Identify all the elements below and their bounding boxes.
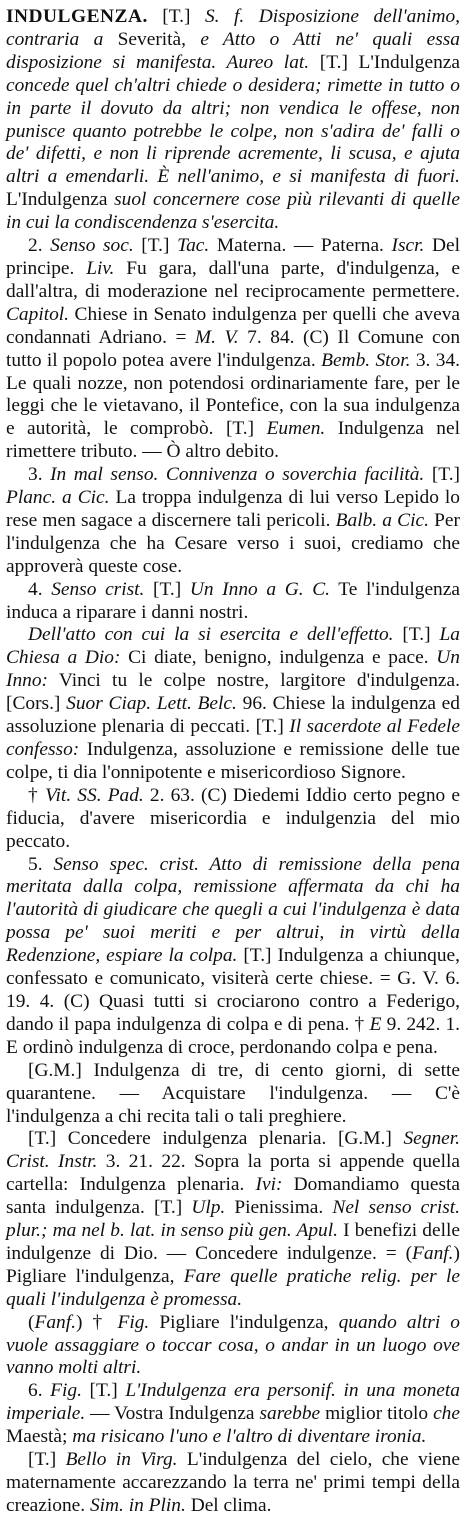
italic-run: concede quel ch'altri chiede o desidera; rimette in tutto o in parte il dovuto da altri; non vendica le offese, non punisce quanto potrebbe le colpe, non s'adira de' falli o de' difetti, e non li riprende acremente, li scusa, e ajuta altri a emendarli. È nell'animo, e si manifesta di fuori.	[6, 74, 460, 188]
text-run: Indulgenza, assoluzione e remissione delle tue colpe, ti dia l'onnipotente e misericordioso Signore.	[6, 739, 460, 783]
text-run: 2. 63. (C) Diedemi Iddio certo pegno e fiducia, d'avere misericordia e indulgenzia del mio peccato.	[6, 784, 461, 852]
text-run: ) Pigliare l'indulgenza,	[6, 1242, 460, 1287]
text-run: Domandiamo questa santa indulgenza. [T.]	[6, 1174, 460, 1219]
text-run: Pienissima.	[225, 1197, 333, 1219]
italic-run: Vit. SS. Pad.	[45, 784, 144, 806]
entry-sense-paragraph	[6, 235, 460, 464]
entry-sense-paragraph	[6, 1312, 460, 1381]
entry-sense-paragraph	[6, 1449, 460, 1518]
text-run: [T.] L'Indulgenza	[309, 51, 460, 73]
text-run: Fu gara, dall'una parte, d'indulgenza, e dall'altra, di moderazione nel reciprocamente permettere.	[6, 257, 460, 302]
text-run: Ci diate, benigno, indulgenza e pace.	[120, 647, 437, 669]
text-run: Maestà;	[6, 1426, 73, 1448]
text-run: miglior titolo	[320, 1403, 434, 1425]
text-run: [T.]	[81, 1380, 126, 1402]
italic-run: La Chiesa a Dio:	[6, 624, 460, 669]
text-run: Pigliare l'indulgenza,	[149, 1311, 339, 1333]
text-run: L'indulgenza del cielo, che viene maternamente accarezzando la terra ne' primi tempi della creazione.	[6, 1449, 460, 1516]
italic-run: Eumen.	[266, 418, 326, 440]
italic-run: L'Indulgenza era personif. in una moneta imperiale.	[6, 1380, 460, 1425]
italic-run: Ulp.	[191, 1197, 226, 1219]
text-run: 96. Chiese la indulgenza ed assoluzione plenaria di peccati. [T.]	[6, 693, 460, 738]
text-run: Severità,	[117, 28, 201, 50]
entry-sense-paragraph	[6, 1128, 460, 1311]
entry-sense-paragraph	[6, 854, 460, 1060]
italic-run: Senso soc.	[50, 235, 134, 257]
text-run: Chiese in Senato indulgenza per quelli che aveva condannati Adriano. =	[6, 303, 460, 348]
italic-run: In mal senso. Connivenza o soverchia facilità.	[50, 464, 425, 486]
text-run: †	[28, 784, 46, 806]
text-run: Del principe.	[6, 235, 460, 279]
text-run: [T.]	[393, 624, 440, 646]
text-run: L'Indulgenza	[6, 189, 115, 211]
text-run: 3. 34. Le quali nozze, non potendosi ordinariamente fare, per le leggi che le vietavano, il Pontefice, con la sua indulgenza e autorità, le comprobò. [T.]	[6, 349, 460, 440]
italic-run: Senso crist.	[51, 578, 145, 600]
italic-run: Senso spec. crist. Atto di remissione della pena meritata dalla colpa, remissione affermata da chi ha l'autorità di giudicare che quegli a cui l'indulgenza è data possa pe' suoi meriti e per altrui, in virtù della Redenzione, espiare la colpa.	[6, 853, 460, 967]
text-run: [T.]	[424, 464, 460, 486]
italic-run: Iscr.	[391, 235, 425, 257]
italic-run: Capitol.	[6, 303, 70, 325]
text-run: Per l'indulgenza che ha Cesare verso i suoi, crediamo che approverà queste cose.	[6, 509, 460, 577]
italic-run: E	[369, 1013, 382, 1035]
italic-run: Fare quelle pratiche relig. per le quali l'indulgenza è promessa.	[6, 1265, 460, 1310]
headword: INDULGENZA.	[6, 6, 148, 27]
italic-run: Il sacerdote al Fedele confesso:	[6, 716, 460, 760]
italic-run: Fig.	[50, 1380, 82, 1402]
italic-run: Bemb. Stor.	[321, 349, 411, 371]
italic-run: Tac.	[177, 235, 210, 257]
text-run: [T.]	[144, 578, 190, 600]
italic-run: Ivi:	[255, 1174, 283, 1196]
text-run: Te l'indulgenza induca a riparare i danni nostri.	[6, 578, 460, 623]
text-run: Indulgenza nel rimettere tributo. — Ò altro debito.	[6, 418, 460, 463]
entry-sense-paragraph	[6, 1380, 460, 1449]
italic-run: S. f. Disposizione dell'animo, contraria a	[6, 6, 460, 50]
text-run: La troppa indulgenza di lui verso Lepido lo rese men sagace a discernere tali pericoli.	[6, 487, 460, 531]
italic-run: Fanf.	[34, 1311, 76, 1333]
text-run: Vinci tu le colpe nostre, largitore d'indulgenza. [Cors.]	[6, 670, 460, 715]
text-run: [T.] Concedere indulgenza plenaria. [G.M.]	[28, 1128, 404, 1150]
italic-run: e Atto o Atti ne' quali essa disposizione si manifesta. Aureo lat.	[6, 28, 460, 73]
text-run: Materna. — Paterna.	[209, 235, 392, 257]
text-run: ) †	[75, 1311, 118, 1333]
italic-run: sarebbe	[259, 1403, 321, 1425]
italic-run: Dell'atto con cui la si esercita e dell'effetto.	[28, 624, 394, 646]
text-run: 6.	[28, 1380, 51, 1402]
text-run: 9. 242. 1. E ordinò indulgenza di croce, perdonando colpa e pena.	[6, 1013, 460, 1058]
text-run: [T.]	[133, 235, 178, 257]
italic-run: Planc. a Cic.	[6, 487, 110, 509]
entry-sense-paragraph	[6, 464, 460, 579]
italic-run: Sim. in Plin.	[89, 1494, 186, 1516]
text-run: 2.	[28, 235, 51, 257]
italic-run: che	[433, 1403, 460, 1425]
italic-run: Segner. Crist. Instr.	[6, 1128, 460, 1173]
italic-run: Nel senso crist. plur.; ma nel b. lat. in senso più gen. Apul.	[6, 1197, 460, 1242]
text-run: I benefizi delle indulgenze di Dio. — Concedere indulgenze. = (	[6, 1220, 460, 1264]
italic-run: M. V.	[194, 326, 239, 348]
text-run: — Vostra Indulgenza	[85, 1403, 260, 1425]
italic-run: Un Inno a G. C.	[189, 578, 330, 600]
text-run: 3. 21. 22. Sopra la porta si appende quella cartella: Indulgenza plenaria.	[6, 1151, 461, 1196]
italic-run: Fanf.	[412, 1242, 454, 1264]
text-run: 5.	[28, 853, 54, 875]
entry-sense-paragraph	[6, 1060, 460, 1129]
text-run: [G.M.] Indulgenza di tre, di cento giorni, di sette quarantene. — Acquistare l'indulgenza. — C'è l'indulgenza a chi recita tali o tali preghiere.	[6, 1059, 460, 1127]
text-run: Del clima.	[185, 1494, 272, 1516]
entry-sense-paragraph	[6, 579, 460, 625]
italic-run: Un Inno:	[6, 647, 460, 692]
italic-run: Liv.	[86, 257, 115, 279]
italic-run: suol concernere cose più rilevanti di quelle in cui la condiscendenza s'esercita.	[6, 189, 461, 234]
italic-run: Fig.	[117, 1311, 150, 1333]
italic-run: Balb. a Cic.	[335, 509, 429, 531]
entry-definition	[6, 6, 460, 235]
italic-run: Bello in Virg.	[65, 1449, 178, 1471]
text-run: 7. 84. (C) Il Comune con tutto il popolo potea avere l'indulgenza.	[6, 326, 461, 371]
entry-sense-paragraph	[6, 624, 460, 784]
italic-run: Suor Ciap. Lett. Belc.	[66, 693, 237, 715]
italic-run: quando altri o vuole assaggiare o toccar cosa, o andar in un luogo ove vanno molti altri.	[6, 1311, 461, 1379]
text-run: [T.]	[28, 1449, 66, 1471]
text-run: [T.] Indulgenza a chiunque, confessato e comunicato, visiterà certe chiese. = G. V. 6. 19. 4. (C) Quasi tutti si crociarono contro a Federigo, dando il papa indulgenza di colpa e di pena. †	[6, 945, 460, 1035]
italic-run: ma risicano l'uno e l'altro di diventare ironia.	[72, 1426, 427, 1448]
text-run: (	[28, 1311, 35, 1333]
entry-sense-paragraph	[6, 785, 460, 854]
text-run: 4.	[28, 578, 52, 600]
text-run: 3.	[28, 464, 51, 486]
text-run: [T.]	[147, 6, 205, 27]
